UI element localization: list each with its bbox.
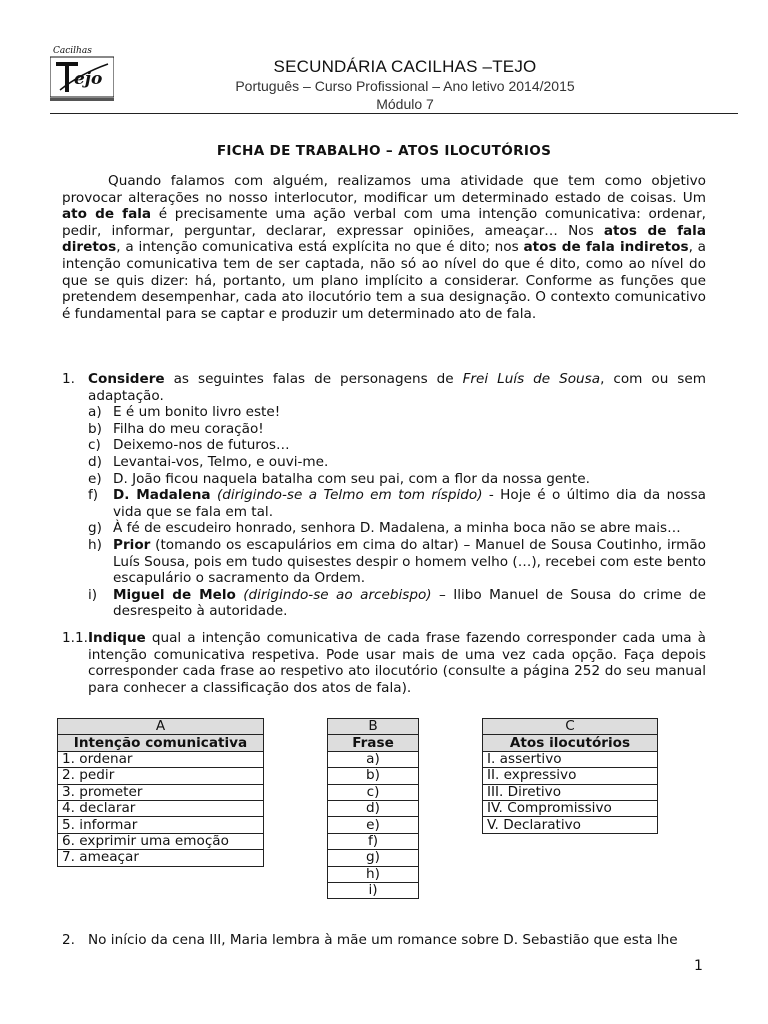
book-title: Frei Luís de Sousa [462, 371, 601, 387]
intro-text-3: , a intenção comunicativa está explícita no que é dito; nos [116, 239, 524, 256]
list-item [88, 421, 706, 438]
table-row: I. assertivo [483, 751, 658, 767]
stage-direction: (dirigindo-se ao arcebispo) [235, 586, 432, 603]
course-line: Português – Curso Profissional – Ano letivo 2014/2015 [235, 78, 575, 94]
item-text: Levantai-vos, Telmo, e ouvi-me. [113, 453, 329, 470]
item-letter: d) [88, 453, 102, 470]
speaker-name: D. Madalena [113, 487, 211, 504]
table-row: i) [328, 882, 419, 898]
sheet-title: FICHA DE TRABALHO – ATOS ILOCUTÓRIOS [216, 143, 552, 159]
header-rule [50, 113, 738, 114]
question-text: No início da cena III, Maria lembra à mãe um romance sobre D. Sebastião que esta lhe [88, 932, 678, 948]
table-row: 1. ordenar [58, 751, 264, 767]
question-text-part: as seguintes falas de personagens de [164, 371, 463, 387]
table-header: Frase [328, 735, 419, 751]
item-text-part: – Ilibo Manuel de Sousa do crime de desrespeito à autoridade. [113, 586, 707, 620]
table-c-speech-acts [482, 718, 658, 834]
list-item [88, 404, 706, 421]
page-number: 1 [694, 958, 703, 974]
item-text: D. João ficou naquela batalha com seu pai, com a flor da nossa gente. [113, 470, 590, 487]
item-letter: h) [88, 536, 102, 553]
question-verb: Considere [88, 371, 165, 387]
intro-text-1: Quando falamos com alguém, realizamos uma atividade que tem como objetivo provocar alterações no nosso interlocutor, modificar um determinado estado de coisas. Um [62, 173, 706, 206]
question-number: 2. [62, 932, 75, 948]
question-2 [62, 932, 706, 949]
question-text-part: , com ou sem adaptação. [88, 371, 706, 404]
table-row: V. Declarativo [483, 817, 658, 833]
list-item [88, 471, 706, 488]
table-row: 5. informar [58, 817, 264, 833]
intro-bold-1: ato de fala [62, 206, 152, 223]
table-row: III. Diretivo [483, 784, 658, 800]
module-line: Módulo 7 [376, 96, 434, 112]
item-text-part: (tomando os escapulários em cima do altar) – Manuel de Sousa Coutinho, irmão Luís Sousa, pois em tudo quisestes despir o homem velho (…), recebei com este bento escapulário o sacramento da Ordem. [113, 536, 706, 587]
page-header [0, 0, 768, 116]
list-item [88, 437, 706, 454]
school-name: SECUNDÁRIA CACILHAS –TEJO [273, 57, 537, 76]
item-text-part: - Hoje é o último dia da nossa vida que se fala em tal. [113, 487, 707, 520]
question-1-1 [62, 630, 706, 696]
question-text [88, 630, 706, 696]
table-letter: B [328, 719, 419, 735]
question-text [88, 371, 706, 404]
item-text [113, 587, 706, 620]
item-letter: g) [88, 520, 102, 537]
table-row: g) [328, 850, 419, 866]
table-row: 3. prometer [58, 784, 264, 800]
stage-direction: (dirigindo-se a Telmo em tom ríspido) [210, 487, 483, 504]
table-row: IV. Compromissivo [483, 800, 658, 816]
list-item [88, 487, 706, 520]
quote-list [88, 404, 706, 620]
table-row: h) [328, 866, 419, 882]
table-b-sentences [327, 718, 419, 899]
table-header: Intenção comunicativa [58, 735, 264, 751]
list-item [88, 454, 706, 471]
question-1 [62, 371, 706, 620]
item-letter: f) [88, 487, 99, 504]
speaker-name: Miguel de Melo [113, 586, 236, 603]
question-text-part: qual a intenção comunicativa de cada frase fazendo corresponder cada uma à intenção comunicativa respetiva. Pode usar mais de uma vez cada opção. Faça depois corresponder cada frase ao respetivo ato ilocutório (consulte a página 252 do seu manual para conhecer a classificação dos atos de fala). [88, 630, 706, 696]
table-letter: C [483, 719, 658, 735]
intro-text-2: é precisamente uma ação verbal com uma intenção comunicativa: ordenar, pedir, informar, perguntar, declarar, expressar opiniões, ameaçar… Nos [62, 206, 706, 239]
intro-bold-3: atos de fala indiretos [523, 239, 689, 256]
school-logo [50, 44, 114, 102]
question-number: 1. [62, 371, 75, 387]
list-item [88, 520, 706, 537]
table-row: a) [328, 751, 419, 767]
item-letter: b) [88, 420, 102, 437]
item-letter: a) [88, 404, 102, 421]
svg-text:Cacilhas: Cacilhas [53, 46, 92, 56]
table-row: b) [328, 768, 419, 784]
item-text: À fé de escudeiro honrado, senhora D. Madalena, a minha boca não se abre mais… [113, 520, 681, 537]
table-row: 6. exprimir uma emoção [58, 833, 264, 849]
table-row: 2. pedir [58, 768, 264, 784]
table-row: 4. declarar [58, 800, 264, 816]
table-row: II. expressivo [483, 768, 658, 784]
item-text: Deixemo-nos de futuros… [113, 437, 290, 454]
table-row: e) [328, 817, 419, 833]
item-text [113, 487, 706, 520]
question-verb: Indique [88, 630, 146, 646]
item-text: Filha do meu coração! [113, 420, 264, 437]
item-text [113, 537, 706, 587]
list-item [88, 587, 706, 620]
table-row: d) [328, 800, 419, 816]
table-letter: A [58, 719, 264, 735]
list-item [88, 537, 706, 587]
table-a-intentions [57, 718, 264, 867]
table-row: f) [328, 833, 419, 849]
intro-text-4: , a intenção comunicativa tem de ser captada, não só ao nível do que é dito, como ao nível do que se quis dizer: há, portanto, um plano implícito a considerar. Conforme as funções que pretendem desempenhar, cada ato ilocutório tem a sua designação. O contexto comunicativo é fundamental para se captar e produzir um determinado ato de fala. [62, 239, 706, 322]
item-letter: i) [88, 586, 98, 603]
item-letter: e) [88, 470, 102, 487]
table-row: c) [328, 784, 419, 800]
table-row: 7. ameaçar [58, 850, 264, 866]
intro-bold-2: atos de fala diretos [62, 222, 707, 256]
svg-text:ejo: ejo [74, 69, 103, 89]
item-letter: c) [88, 437, 101, 454]
intro-paragraph [62, 173, 706, 322]
speaker-name: Prior [113, 536, 151, 553]
table-header: Atos ilocutórios [483, 735, 658, 751]
item-text: E é um bonito livro este! [113, 404, 281, 421]
question-number: 1.1. [62, 630, 88, 646]
